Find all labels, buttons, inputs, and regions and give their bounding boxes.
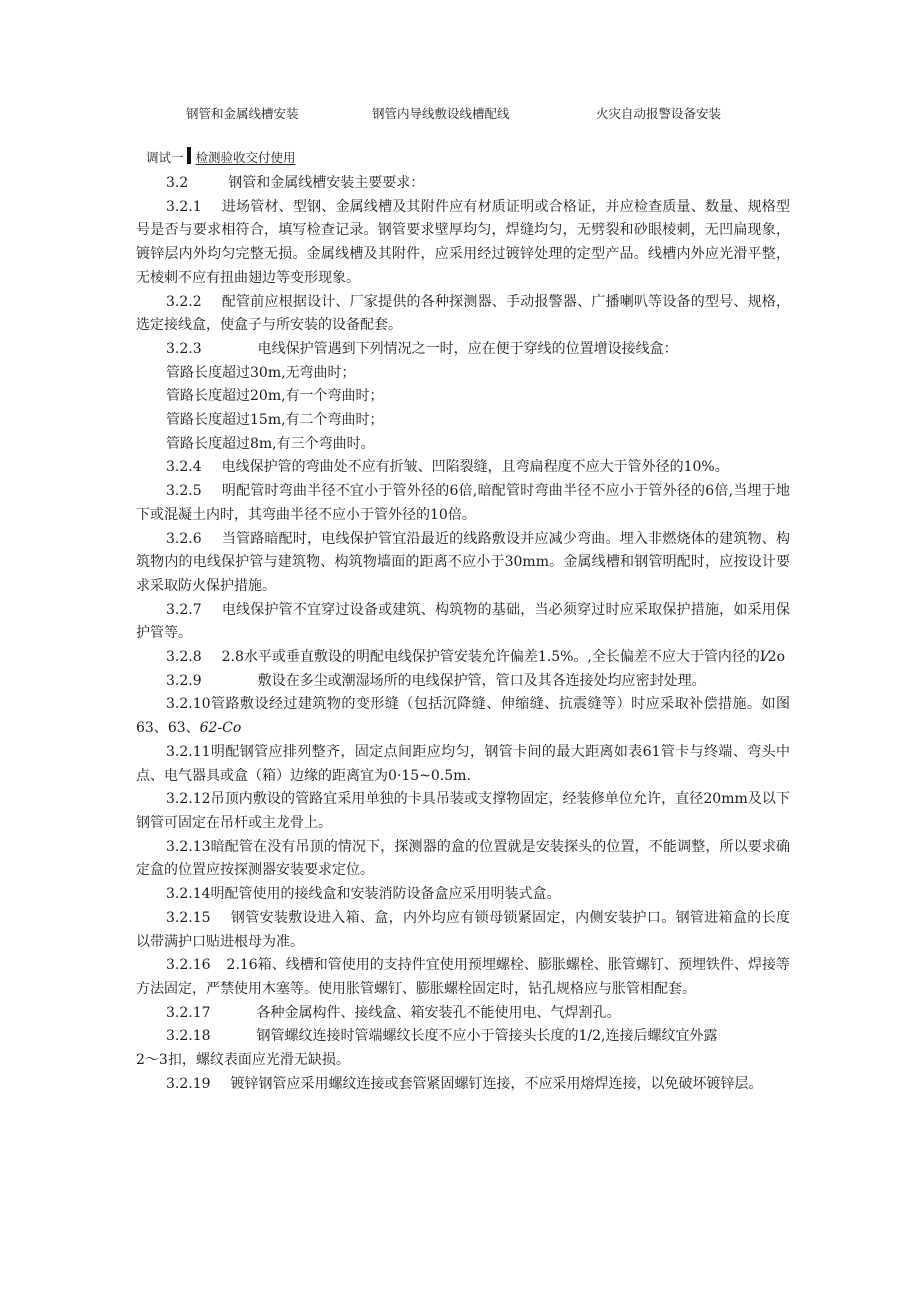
item-3-2-19: 3.2.19 镀锌钢管应采用螺纹连接或套管紧固螺钉连接，不应采用熔焊连接，以免破坏镀锌层。 <box>166 1075 763 1092</box>
case-3: 管路长度超过15m,有二个弯曲时； <box>166 412 384 429</box>
item-3-2-3: 3.2.3 电线保护管遇到下列情况之一时，应在便于穿线的位置增设接线盒： <box>166 340 678 357</box>
case-1: 管路长度超过30m,无弯曲时； <box>166 364 356 381</box>
item-3-2-18-cont: 2～3扣，螺纹表面应光滑无缺损。 <box>136 1052 350 1069</box>
item-3-2-9: 3.2.9 敷设在多尘或潮湿场所的电线保护管，管口及其各连接处均应密封处理。 <box>166 672 706 689</box>
item-3-2-14: 3.2.14明配管使用的接线盒和安装消防设备盒应采用明装式盒。 <box>166 886 561 903</box>
process-flow <box>186 104 746 126</box>
figure-ref: 62-Co <box>199 720 242 737</box>
flow-bar <box>187 147 191 164</box>
item-3-2-6: 3.2.6 当管路暗配时，电线保护管宜沿最近的线路敷设并应减少弯曲。埋入非燃烧体的建筑物、构筑物内的电线保护管与建筑物、构筑物墙面的距离不应小于30mm。金属线槽和钢管明配时，应按设计要求采取防火保护措施。 <box>136 530 790 594</box>
document-body <box>136 172 790 1096</box>
item-3-2-1: 3.2.1 进场管材、型钢、金属线槽及其附件应有材质证明或合格证，并应检查质量、数量、规格型号是否与要求相符合，填写检查记录。钢管要求壁厚均匀，焊缝均匀，无劈裂和砂眼棱刺，无凹扁现象，镀锌层内外均匀完整无损。金属线槽及其附件，应采用经过镀锌处理的定型产品。线槽内外应光滑平整，无棱刺不应有扭曲翅边等变形现象。 <box>136 198 790 286</box>
item-3-2-12: 3.2.12吊顶内敷设的管路宜采用单独的卡具吊装或支撑物固定，经装修单位允许，直径20mm及以下钢管可固定在吊杆或主龙骨上。 <box>136 791 790 831</box>
item-3-2-4: 3.2.4 电线保护管的弯曲处不应有折皱、凹陷裂缝，且弯扁程度不应大于管外径的10%。 <box>166 459 729 476</box>
flow-step-3: 火灾自动报警设备安装 <box>596 106 722 121</box>
process-flow-second-row <box>146 147 296 169</box>
item-3-2-5: 3.2.5 明配管时弯曲半径不宜小于管外径的6倍,暗配管时弯曲半径不应小于管外径的6倍,当埋于地下或混凝土内时，其弯曲半径不应小于管外径的10倍。 <box>136 483 790 523</box>
item-3-2-13: 3.2.13暗配管在没有吊顶的情况下，探测器的盒的位置就是安装探头的位置，不能调整，所以要求确定盒的位置应按探测器安装要求定位。 <box>136 838 790 879</box>
case-4: 管路长度超过8m,有三个弯曲时。 <box>166 435 375 452</box>
case-2: 管路长度超过20m,有一个弯曲时； <box>166 388 384 405</box>
section-heading: 3.2 钢管和金属线槽安装主要要求： <box>166 175 425 191</box>
item-3-2-18: 3.2.18 钢管螺纹连接时管端螺纹长度不应小于管接头长度的1/2,连接后螺纹宜外露 <box>166 1028 718 1045</box>
flow-step-4: 调试一 <box>146 150 184 165</box>
flow-step-1: 钢管和金属线槽安装 <box>186 106 299 121</box>
item-3-2-2: 3.2.2 配管前应根据设计、厂家提供的各种探测器、手动报警器、广播喇叭等设备的型号、规格，选定接线盒，使盒子与所安装的设备配套。 <box>136 293 790 334</box>
item-3-2-10: 3.2.10管路敷设经过建筑物的变形缝（包括沉降缝、伸缩缝、抗震缝等）时应采取补偿措施。如图63、63、62-Co <box>136 696 790 737</box>
item-3-2-15: 3.2.15 钢管安装敷设进入箱、盒，内外均应有锁母锁紧固定，内侧安装护口。钢管进箱盒的长度以带满护口贴进根母为准。 <box>136 909 790 950</box>
item-3-2-11: 3.2.11明配钢管应排列整齐，固定点间距应均匀，钢管卡间的最大距离如表61管卡与终端、弯头中点、电气器具或盒（箱）边缘的距离宜为0·15~0.5m. <box>136 743 790 784</box>
item-3-2-7: 3.2.7 电线保护管不宜穿过设备或建筑、构筑物的基础，当必须穿过时应采取保护措施，如采用保护管等。 <box>136 601 790 642</box>
item-3-2-8: 3.2.8 2.8水平或垂直敷设的明配电线保护管安装允许偏差1.5%。,全长偏差不应大于管内径的I⁄2o <box>166 649 786 666</box>
flow-step-2: 钢管内导线敷设线槽配线 <box>372 106 510 121</box>
flow-step-5: 检测验收交付使用 <box>195 150 296 165</box>
item-3-2-17: 3.2.17 各种金属构件、接线盒、箱安装孔不能使用电、气焊割孔。 <box>166 1004 621 1021</box>
item-3-2-16: 3.2.16 2.16箱、线槽和管使用的支持件宜使用预埋螺栓、膨胀螺栓、胀管螺钉、预埋铁件、焊接等方法固定，严禁使用木塞等。使用胀管螺钉、膨胀螺栓固定时，钻孔规格应与胀管相配套。 <box>136 957 790 997</box>
